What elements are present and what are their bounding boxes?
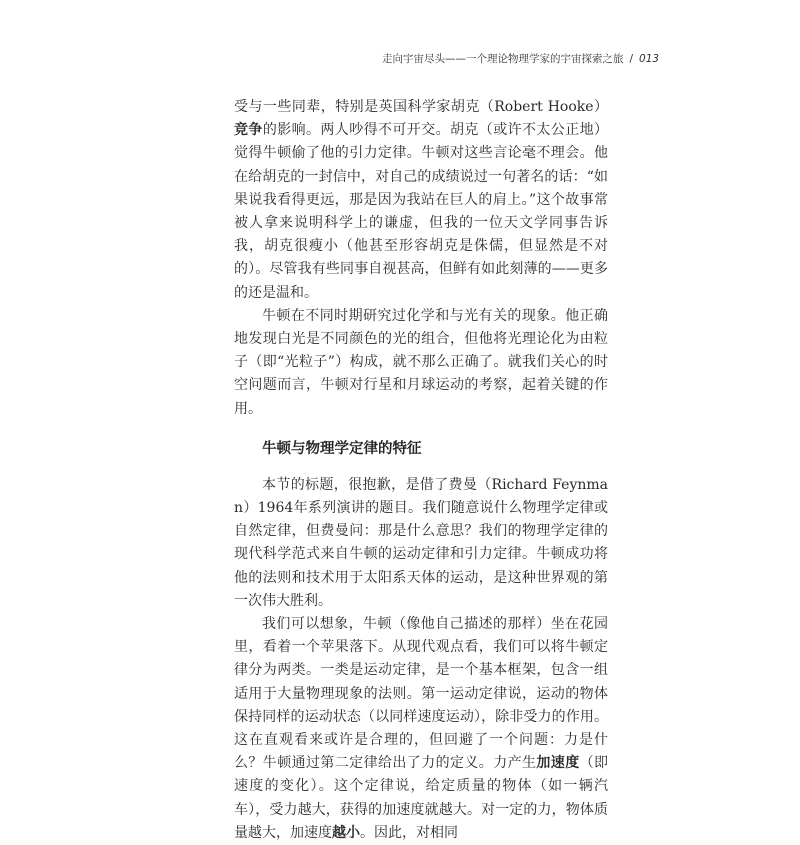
book-title: 走向宇宙尽头——一个理论物理学家的宇宙探索之旅 <box>382 53 624 65</box>
paragraph-3: 本节的标题，很抱歉，是借了费曼（Richard Feynman）1964年系列演讲的题目。我们随意说什么物理学定律或自然定律，但费曼问：那是什么意思？我们的物理学定律的现代科学范式来自牛顿的运动定律和引力定律。牛顿成功将他的法则和技术用于太阳系天体的运动，是这种世界观的第一次伟大胜利。 <box>234 476 608 609</box>
bold-term-competition: 竞争 <box>234 122 263 139</box>
paragraph-4-part-e: 。因此，对相同 <box>360 824 458 841</box>
bold-term-acceleration: 加速度 <box>536 755 580 772</box>
paragraph-4-part-a: 我们可以想象，牛顿（像他自己描述的那样）坐在花园里，看着一个苹果落下。从现代观点看，我们可以将牛顿定律分为两类。一类是运动定律，是一个基本框架，包含一组适用于大量物理现象的法则。第一运动定律说，运动的物体保持同样的运动状态（以同样速度运动），除非受力的作用。这在直观看来或许是合理的，但回避了一个问题：力是什么？牛顿通过第二定律给出了力的定义。力产生 <box>234 616 608 772</box>
paragraph-1-part-c: 的影响。两人吵得不可开交。胡克（或许不太公正地）觉得牛顿偷了他的引力定律。牛顿对这些言论毫不理会。他在给胡克的一封信中，对自己的成绩说过一句著名的话：“如果说我看得更远，那是因为我站在巨人的肩上。”这个故事常被人拿来说明科学上的谦虚，但我的一位天文学同事告诉我，胡克很瘦小（他甚至形容胡克是侏儒，但显然是不对的）。尽管我有些同事自视甚高，但鲜有如此刻薄的——更多的还是温和。 <box>234 122 609 301</box>
paragraph-4 <box>234 613 608 845</box>
paragraph-1 <box>234 96 608 305</box>
page-number: 013 <box>639 53 660 65</box>
section-title: 牛顿与物理学定律的特征 <box>262 440 422 457</box>
bold-term-smaller: 越小 <box>332 824 360 841</box>
running-header <box>382 51 662 67</box>
page-body <box>234 96 608 845</box>
header-separator: / <box>629 53 634 65</box>
paragraph-1-part-a: 受与一些同辈，特别是英国科学家胡克（Robert Hooke） <box>234 99 608 115</box>
paragraph-2: 牛顿在不同时期研究过化学和与光有关的现象。他正确地发现白光是不同颜色的光的组合，但他将光理论化为由粒子（即“光粒子”）构成，就不那么正确了。就我们关心的时空问题而言，牛顿对行星和月球运动的考察，起着关键的作用。 <box>234 307 608 417</box>
paragraph-4-part-c: （即速度的变化）。这个定律说，给定质量的物体（如一辆汽车），受力越大，获得的加速度就越大。对一定的力，物体质量越大，加速度 <box>234 755 609 841</box>
